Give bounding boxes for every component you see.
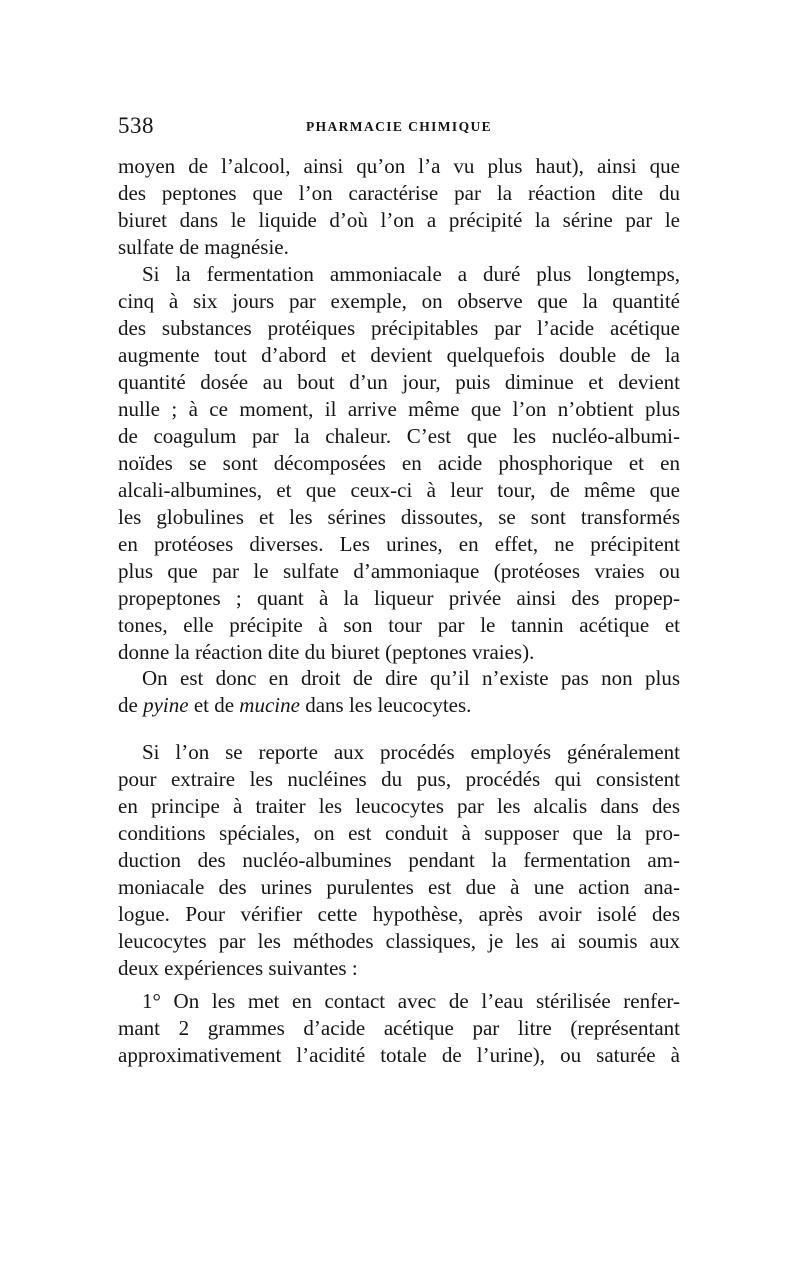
text-line: les globulines et les sérines dissoutes, se sont transformés (118, 505, 680, 529)
text-line: duction des nucléo-albumines pendant la fermentation am- (118, 848, 680, 872)
paragraph (118, 665, 680, 719)
text-line: pour extraire les nucléines du pus, procédés qui consistent (118, 767, 680, 791)
text-line: mant 2 grammes d’acide acétique par litre (représentant (118, 1016, 680, 1040)
text-line: Si l’on se reporte aux procédés employés généralement (142, 740, 680, 764)
text-line-with-italics (118, 692, 680, 719)
text-line: alcali-albumines, et que ceux-ci à leur tour, de même que (118, 478, 680, 502)
text-line: tones, elle précipite à son tour par le tannin acétique et (118, 613, 680, 637)
page-header (118, 113, 680, 143)
italic-term-mucine: mucine (239, 693, 300, 717)
text-line: biuret dans le liquide d’où l’on a précipité la sérine par le (118, 208, 680, 232)
text-line: donne la réaction dite du biuret (peptones vraies). (118, 640, 535, 664)
text-line: leucocytes par les méthodes classiques, je les ai soumis aux (118, 929, 680, 953)
text-line: Si la fermentation ammoniacale a duré plus longtemps, (142, 262, 680, 286)
paragraph (118, 153, 680, 261)
paragraph (118, 739, 680, 982)
text-line: noïdes se sont décomposées en acide phosphorique et en (118, 451, 680, 475)
text-line: conditions spéciales, on est conduit à supposer que la pro- (118, 821, 680, 845)
text-line: sulfate de magnésie. (118, 235, 289, 259)
text-line: moyen de l’alcool, ainsi qu’on l’a vu plus haut), ainsi que (118, 154, 680, 178)
text-line: quantité dosée au bout d’un jour, puis diminue et devient (118, 370, 680, 394)
page-number: 538 (118, 113, 154, 138)
text-line: augmente tout d’abord et devient quelquefois double de la (118, 343, 680, 367)
text-line: approximativement l’acidité totale de l’urine), ou saturée à (118, 1043, 680, 1067)
text-line: 1° On les met en contact avec de l’eau stérilisée renfer- (142, 989, 680, 1013)
text-line: en protéoses diverses. Les urines, en effet, ne précipitent (118, 532, 680, 556)
paragraph (118, 988, 680, 1069)
text-line: en principe à traiter les leucocytes par les alcalis dans des (118, 794, 680, 818)
text-line: deux expériences suivantes : (118, 956, 358, 980)
text-line: plus que par le sulfate d’ammoniaque (protéoses vraies ou (118, 559, 680, 583)
text-line: des substances protéiques précipitables par l’acide acétique (118, 316, 680, 340)
text-line: des peptones que l’on caractérise par la réaction dite du (118, 181, 680, 205)
text-line: moniacale des urines purulentes est due à une action ana- (118, 875, 680, 899)
text-line: On est donc en droit de dire qu’il n’existe pas non plus (142, 666, 680, 690)
text-run: et de (188, 693, 240, 717)
text-line: cinq à six jours par exemple, on observe que la quantité (118, 289, 680, 313)
text-line: nulle ; à ce moment, il arrive même que l’on n’obtient plus (118, 397, 680, 421)
text-line: logue. Pour vérifier cette hypothèse, après avoir isolé des (118, 902, 680, 926)
text-line: de coagulum par la chaleur. C’est que les nucléo-albumi- (118, 424, 680, 448)
italic-term-pyine: pyine (143, 693, 189, 717)
text-line: propeptones ; quant à la liqueur privée ainsi des propep- (118, 586, 680, 610)
paragraph (118, 261, 680, 666)
text-run: dans les leucocytes. (299, 693, 472, 717)
running-title: PHARMACIE CHIMIQUE (305, 119, 493, 134)
text-run: de (118, 693, 144, 717)
